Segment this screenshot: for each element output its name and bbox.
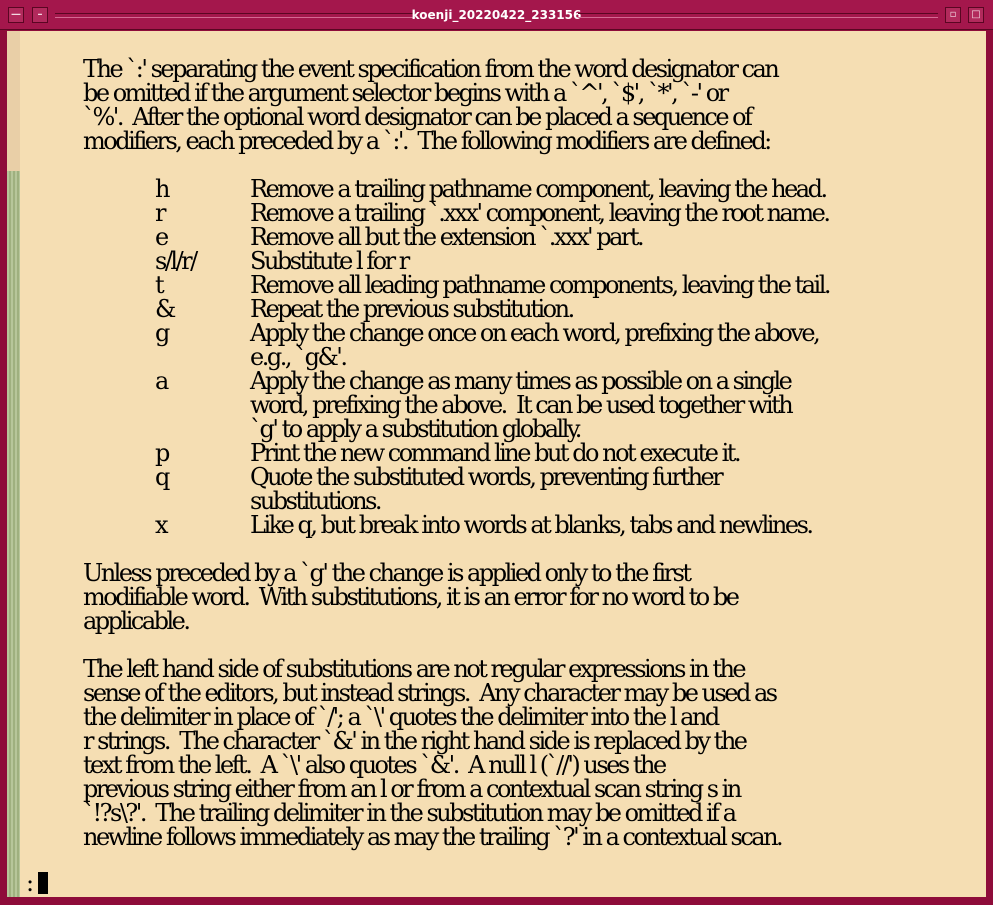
scrollbar[interactable] xyxy=(7,31,20,897)
modifier-desc: Substitute l for r xyxy=(250,247,408,275)
modifier-key: q xyxy=(155,463,168,491)
modifier-desc: Remove all leading pathname components, leaving the tail. xyxy=(250,271,829,299)
intro-line: `%'. After the optional word designator can be placed a sequence of xyxy=(83,103,751,131)
maximize-button[interactable] xyxy=(968,7,984,23)
modifier-desc: Repeat the previous substitution. xyxy=(250,295,573,323)
paragraph-line: applicable. xyxy=(83,607,189,635)
modifier-desc: Remove a trailing pathname component, leaving the head. xyxy=(250,175,826,203)
pager-prompt[interactable]: : xyxy=(26,869,35,897)
modifier-desc: Apply the change as many times as possible on a single xyxy=(250,367,791,395)
scrollbar-track[interactable] xyxy=(7,31,20,171)
intro-line: modifiers, each preceded by a `:'. The following modifiers are defined: xyxy=(83,127,770,155)
modifier-desc: Quote the substituted words, preventing further xyxy=(250,463,722,491)
text-cursor xyxy=(38,872,48,894)
minus-icon: – xyxy=(37,9,43,20)
paragraph-line: newline follows immediately as may the trailing `?' in a contextual scan. xyxy=(83,823,782,851)
modifier-key: s/l/r/ xyxy=(155,247,196,275)
paragraph-line: sense of the editors, but instead strings. Any character may be used as xyxy=(83,679,776,707)
modifier-key: x xyxy=(155,511,167,539)
scrollbar-thumb[interactable] xyxy=(7,171,20,897)
modifier-desc: Remove all but the extension `.xxx' part. xyxy=(250,223,643,251)
modifier-key: p xyxy=(155,439,168,467)
modifier-desc: `g' to apply a substitution globally. xyxy=(250,415,580,443)
menu-icon: — xyxy=(11,9,21,20)
paragraph-line: Unless preceded by a `g' the change is applied only to the first xyxy=(83,559,690,587)
title-bar-stripe-right xyxy=(578,13,938,18)
paragraph-line: r strings. The character `&' in the right hand side is replaced by the xyxy=(83,727,746,755)
modifier-desc: word, prefixing the above. It can be used together with xyxy=(250,391,792,419)
modifier-key: t xyxy=(155,271,163,299)
modifier-key: & xyxy=(155,295,174,323)
modifier-key: h xyxy=(155,175,168,203)
modifier-desc: Remove a trailing `.xxx' component, leaving the root name. xyxy=(250,199,829,227)
modifier-key: e xyxy=(155,223,167,251)
title-bar[interactable] xyxy=(0,0,993,30)
intro-line: The `:' separating the event specification from the word designator can xyxy=(83,55,778,83)
paragraph-line: The left hand side of substitutions are not regular expressions in the xyxy=(83,655,745,683)
modifier-desc: Like q, but break into words at blanks, tabs and newlines. xyxy=(250,511,812,539)
modifier-desc: substitutions. xyxy=(250,487,381,515)
minimize-icon: ▫ xyxy=(949,9,957,20)
paragraph-line: modifiable word. With substitutions, it is an error for no word to be xyxy=(83,583,738,611)
modifier-desc: Apply the change once on each word, prefixing the above, xyxy=(250,319,819,347)
maximize-icon: □ xyxy=(971,9,981,20)
modifier-key: g xyxy=(155,319,168,347)
modifier-key: a xyxy=(155,367,167,395)
paragraph-line: the delimiter in place of `/'; a `\' quotes the delimiter into the l and xyxy=(83,703,718,731)
window-title: koenji_20220422_233156 xyxy=(411,8,582,22)
paragraph-line: text from the left. A `\' also quotes `&'. A null l (`//') uses the xyxy=(83,751,665,779)
minimize-button[interactable] xyxy=(945,7,961,23)
terminal-content[interactable] xyxy=(20,31,986,897)
paragraph-line: previous string either from an l or from a contextual scan string s in xyxy=(83,775,740,803)
modifier-desc: Print the new command line but do not execute it. xyxy=(250,439,740,467)
modifier-key: r xyxy=(155,199,164,227)
modifier-desc: e.g., `g&'. xyxy=(250,343,346,371)
intro-line: be omitted if the argument selector begins with a `^', `$', `*', `-' or xyxy=(83,79,727,107)
paragraph-line: `!?s\?'. The trailing delimiter in the substitution may be omitted if a xyxy=(83,799,735,827)
